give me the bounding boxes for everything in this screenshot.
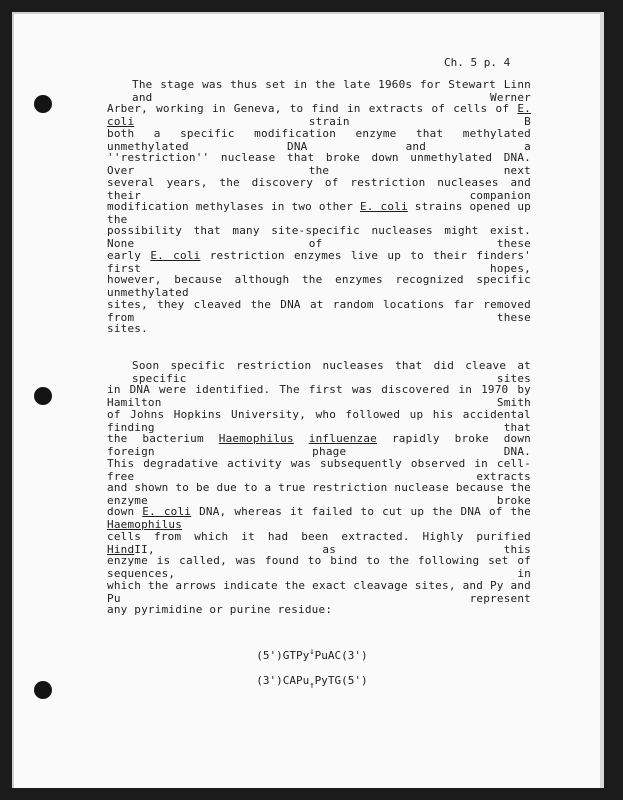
sequence-top-left: (5')GTPy [256,649,310,662]
binder-hole [34,95,52,113]
underlined-term: Hind [107,542,135,556]
text-line [107,457,531,483]
text-run: in DNA were identified. The first was discovered in 1970 by Hamilton Smith [107,383,531,410]
binder-hole [34,387,52,405]
text-line [132,359,531,385]
sequence-top-right: PuAC(3') [314,649,368,662]
text-run [294,432,309,445]
text-run: strain B [134,115,531,129]
sequence-top-strand [243,636,368,662]
text-line [107,408,531,434]
text-run: II, as this [134,542,531,556]
text-run: enzyme is called, was found to bind to the following set of sequences, in [107,554,531,581]
text-run: possibility that many site-specific nucleases might exist. None of these [107,224,531,251]
text-run: modification methylases in two other [107,200,360,213]
text-line [107,298,531,324]
underlined-term: E. coli [150,248,201,262]
text-line [132,78,531,104]
text-line [107,432,531,458]
text-run: strains opened up the [107,200,531,226]
text-line [107,322,148,335]
text-run: several years, the discovery of restriction nucleases and their companion [107,175,531,202]
text-line [107,505,531,531]
text-run: ''restriction'' nuclease that broke down unmethylated DNA. Over the next [107,151,531,178]
cleavage-down-arrow: ↓ [309,647,315,657]
text-line [107,579,531,605]
text-run: DNA, whereas it failed to cut up the DNA of the [191,505,531,519]
text-run: sites, they cleaved the DNA at random locations far removed from these [107,297,531,324]
underlined-term: influenzae [308,432,378,446]
underlined-term: Haemophilus [107,518,183,532]
text-run: of Johns Hopkins University, who followed up his accidental finding that [107,407,531,434]
binder-hole [34,681,52,699]
text-run: The stage was thus set in the late 1960s for Stewart Linn and Werner [132,78,531,104]
text-line [107,127,531,153]
text-line [107,224,531,250]
text-line [107,554,531,580]
sequence-bottom-left: (3')CAPu [256,674,310,687]
text-line [107,603,332,616]
text-line [107,151,531,177]
text-run: sites. [107,322,148,335]
text-line [107,102,531,128]
cleavage-up-arrow: ↑ [309,681,315,691]
text-run: down [107,505,143,519]
sequence-bottom-strand [243,661,368,691]
text-run: and shown to be due to a true restriction nuclease because the enzyme broke [107,481,531,507]
text-line [107,200,531,226]
text-run: both a specific modification enzyme that methylated unmethylated DNA and a [107,126,531,153]
text-run: the bacterium [107,432,219,446]
text-run: This degradative activity was subsequently observed in cell-free extracts [107,456,531,483]
text-run: which the arrows indicate the exact cleavage sites, and Py and Pu represent [107,578,531,605]
underlined-term: E. coli [107,102,531,129]
text-line [107,176,531,202]
text-run: restriction enzymes live up to their finders' first hopes, [107,248,532,275]
text-run: however, because although the enzymes recognized specific unmethylated [107,273,531,300]
text-line [107,530,531,556]
text-run: Arber, working in Geneva, to find in extracts of cells of [107,102,518,116]
text-run: early [107,248,151,262]
text-run: rapidly broke down foreign phage DNA. [107,432,531,459]
underlined-term: E. coli [142,505,192,519]
page-number: Ch. 5 p. 4 [444,56,511,69]
text-run: cells from which it had been extracted. Highly purified [107,529,531,543]
text-line [107,383,531,409]
text-run: any pyrimidine or purine residue: [107,603,333,616]
page-edge [600,12,604,788]
text-line [107,249,531,275]
underlined-term: E. coli [359,200,408,213]
sequence-bottom-right: PyTG(5') [314,674,368,687]
underlined-term: Haemophilus [218,432,294,446]
text-line [107,273,531,299]
text-line [107,481,531,507]
text-run: Soon specific restriction nucleases that did cleave at specific sites [132,359,531,385]
